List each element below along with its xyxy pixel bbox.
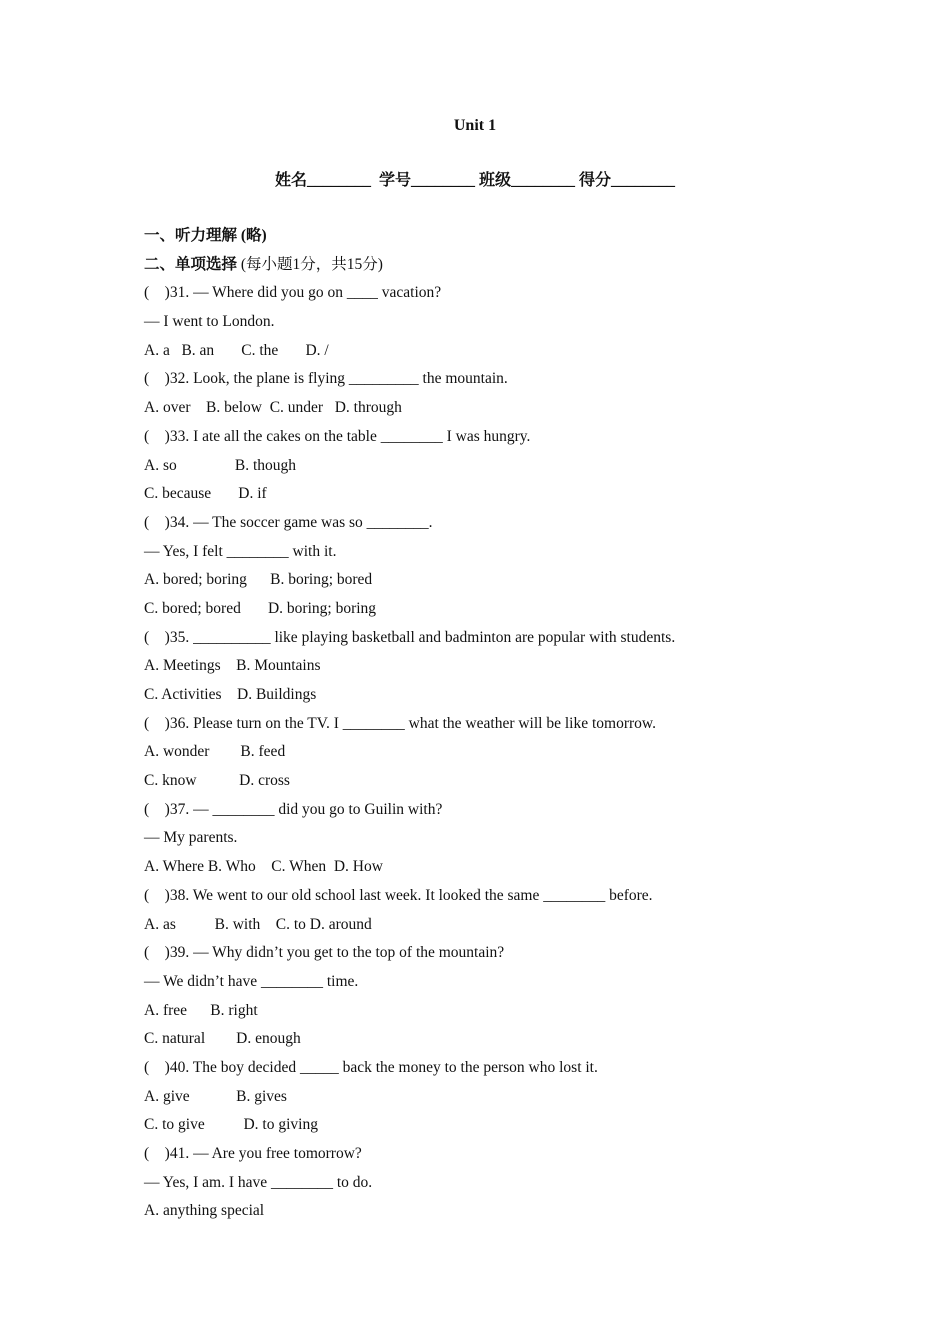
question-line: — We didn’t have ________ time. <box>144 972 359 990</box>
section-multiple-choice-title: 二、单项选择 <box>144 255 238 273</box>
question-line: A. anything special <box>144 1202 265 1220</box>
question-line: ( )33. I ate all the cakes on the table ________ I was hungry. <box>144 427 531 445</box>
question-line: ( )32. Look, the plane is flying _________ the mountain. <box>144 370 508 388</box>
question-line: A. Meetings B. Mountains <box>144 657 321 675</box>
section-multiple-choice <box>144 253 864 282</box>
question-line: C. Activities D. Buildings <box>144 686 317 703</box>
question-line: — Yes, I am. I have ________ to do. <box>144 1173 373 1191</box>
question-line: C. know D. cross <box>144 772 290 790</box>
question-line: A. wonder B. feed <box>144 743 286 761</box>
question-line: ( )41. — Are you free tomorrow? <box>144 1145 362 1162</box>
exam-content <box>144 224 864 1228</box>
section-listening: 一、听力理解 (略) <box>144 227 267 244</box>
question-line: ( )35. __________ like playing basketball and badminton are popular with students. <box>144 628 676 646</box>
page-title: Unit 1 <box>453 117 497 134</box>
question-line: C. natural D. enough <box>144 1030 301 1048</box>
question-line: — My parents. <box>144 829 238 847</box>
question-line: C. to give D. to giving <box>144 1116 318 1134</box>
question-line: ( )38. We went to our old school last week. It looked the same ________ before. <box>144 886 653 904</box>
question-line: A. Where B. Who C. When D. How <box>144 858 383 876</box>
question-line: A. free B. right <box>144 1001 258 1019</box>
question-line: ( )37. — ________ did you go to Guilin with? <box>144 800 443 818</box>
question-line: ( )39. — Why didn’t you get to the top of the mountain? <box>144 944 505 962</box>
question-line: A. as B. with C. to D. around <box>144 915 372 933</box>
question-line: — I went to London. <box>144 313 275 331</box>
question-line: C. because D. if <box>144 485 267 503</box>
question-line: ( )40. The boy decided _____ back the money to the person who lost it. <box>144 1058 598 1076</box>
section-multiple-choice-note: (每小题1分，共15分) <box>237 255 383 273</box>
question-line: A. over B. below C. under D. through <box>144 399 402 417</box>
question-line: A. give B. gives <box>144 1087 287 1105</box>
question-line: ( )31. — Where did you go on ____ vacation? <box>144 284 442 302</box>
question-line: A. so B. though <box>144 456 296 474</box>
question-line: A. bored; boring B. boring; bored <box>144 571 373 589</box>
student-info-line: 姓名________ 学号________ 班级________ 得分________ <box>274 172 675 189</box>
question-line: C. bored; bored D. boring; boring <box>144 599 377 617</box>
question-line: — Yes, I felt ________ with it. <box>144 542 337 560</box>
question-line: ( )34. — The soccer game was so ________. <box>144 513 433 531</box>
question-line: ( )36. Please turn on the TV. I ________ what the weather will be like tomorrow. <box>144 714 656 732</box>
question-line: A. a B. an C. the D. / <box>144 341 329 359</box>
